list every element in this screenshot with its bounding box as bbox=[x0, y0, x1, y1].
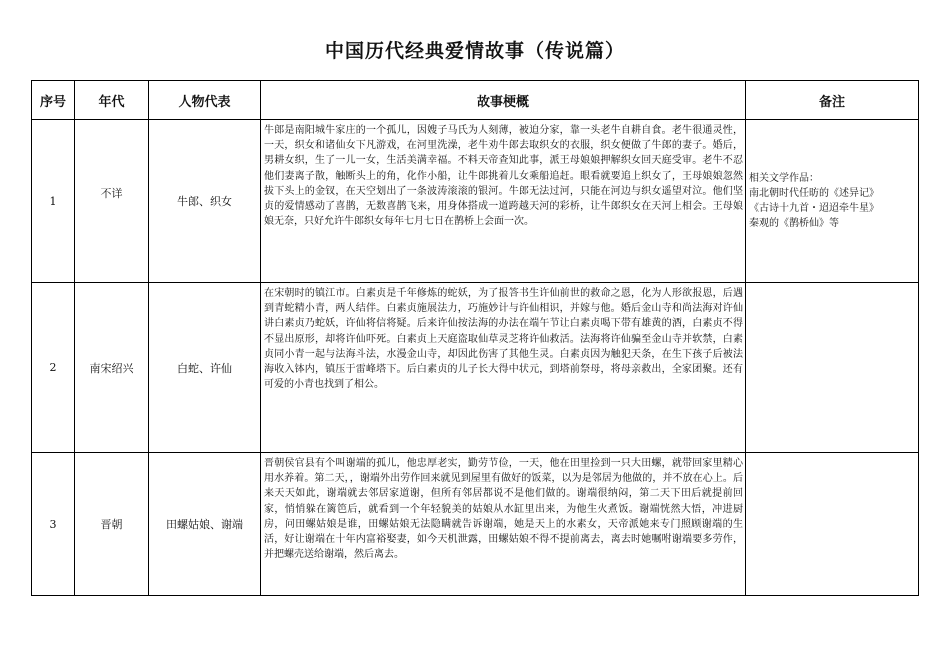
table-row bbox=[32, 120, 919, 283]
table-row bbox=[32, 453, 919, 596]
row-era: 晋朝 bbox=[75, 453, 149, 596]
header-characters: 人物代表 bbox=[149, 81, 261, 120]
row-era bbox=[75, 120, 149, 283]
row-summary: 牛郎是南阳城牛家庄的一个孤儿，因嫂子马氏为人刻薄，被迫分家，靠一头老牛自耕自食。老牛很通灵性，一天，织女和诸仙女下凡游戏，在河里洗澡，老牛劝牛郎去取织女的衣服，织女便做了牛郎的妻子。婚后，男耕女织，生了一儿一女，生活美满幸福。不料天帝查知此事，派王母娘娘押解织女回天庭受审。老牛不忍他们妻离子散，触断头上的角，化作小船，让牛郎挑着儿女乘船追赶。眼看就要追上织女了，王母娘娘忽然拔下头上的金钗，在天空划出了一条波涛滚滚的银河。牛郎无法过河，只能在河边与织女遥望对泣。他们坚贞的爱情感动了喜鹊，无数喜鹊飞来，用身体搭成一道跨越天河的彩桥，让牛郎织女在天河上相会。王母娘娘无奈，只好允许牛郎织女每年七月七日在鹊桥上会面一次。 bbox=[261, 120, 746, 283]
stories-table bbox=[31, 80, 919, 596]
note-line: 秦观的《鹊桥仙》等 bbox=[749, 218, 839, 230]
page-title: 中国历代经典爱情故事（传说篇） bbox=[324, 40, 625, 62]
row-notes bbox=[746, 283, 919, 453]
note-line: 《古诗十九首・迢迢牵牛星》 bbox=[749, 203, 879, 214]
note-line: 相关文学作品： bbox=[749, 172, 819, 184]
row-notes bbox=[746, 453, 919, 596]
header-index: 序号 bbox=[32, 81, 75, 120]
table-row bbox=[32, 283, 919, 453]
row-summary: 在宋朝时的镇江市。白素贞是千年修炼的蛇妖，为了报答书生许仙前世的救命之恩，化为人形欲报恩，后遇到青蛇精小青，两人结伴。白素贞施展法力，巧施妙计与许仙相识，并嫁与他。婚后金山寺和尚法海对许仙讲白素贞乃蛇妖，许仙将信将疑。后来许仙按法海的办法在端午节让白素贞喝下带有雄黄的酒，白素贞不得不显出原形，却将许仙吓死。白素贞上天庭盗取仙草灵芝将许仙救活。法海将许仙骗至金山寺并软禁，白素贞同小青一起与法海斗法，水漫金山寺，却因此伤害了其他生灵。白素贞因为触犯天条，在生下孩子后被法海收入钵内，镇压于雷峰塔下。后白素贞的儿子长大得中状元，到塔前祭母，将母亲救出，全家团聚。还有可爱的小青也找到了相公。 bbox=[261, 283, 746, 453]
note-line: 南北朝时代任昉的《述异记》 bbox=[749, 187, 879, 199]
header-notes: 备注 bbox=[746, 81, 919, 120]
header-summary: 故事梗概 bbox=[261, 81, 746, 120]
row-characters: 田螺姑娘、谢端 bbox=[149, 453, 261, 596]
row-index: 2 bbox=[32, 283, 75, 453]
row-index: 1 bbox=[32, 120, 75, 283]
row-era-text: 不详 bbox=[100, 187, 123, 200]
row-characters: 牛郎、织女 bbox=[149, 120, 261, 283]
header-row bbox=[32, 81, 919, 120]
row-notes bbox=[746, 120, 919, 283]
header-era: 年代 bbox=[75, 81, 149, 120]
row-summary: 晋朝侯官县有个叫谢端的孤儿，他忠厚老实，勤劳节俭，一天，他在田里捡到一只大田螺，就带回家里精心用水养着。第二天，，谢端外出劳作回来就见到屋里有做好的饭菜，以为是邻居为他做的，并不放在心上。后来天天如此，谢端就去邻居家道谢，但所有邻居都说不是他们做的。谢端很纳闷，第二天下田后就提前回家，悄悄躲在篱笆后，就看到一个年轻貌美的姑娘从水缸里出来，为他生火煮饭。谢端恍然大悟，冲进厨房，问田螺姑娘是谁，田螺姑娘无法隐瞒就告诉谢端，她是天上的水素女，天帝派她来专门照顾谢端的生活，好让谢端在十年内富裕娶妻，如今天机泄露，田螺姑娘不得不提前离去，离去时她嘱咐谢端要多劳作，并把螺壳送给谢端，然后离去。 bbox=[261, 453, 746, 596]
row-index: 3 bbox=[32, 453, 75, 596]
row-characters: 白蛇、许仙 bbox=[149, 283, 261, 453]
row-era: 南宋绍兴 bbox=[75, 283, 149, 453]
